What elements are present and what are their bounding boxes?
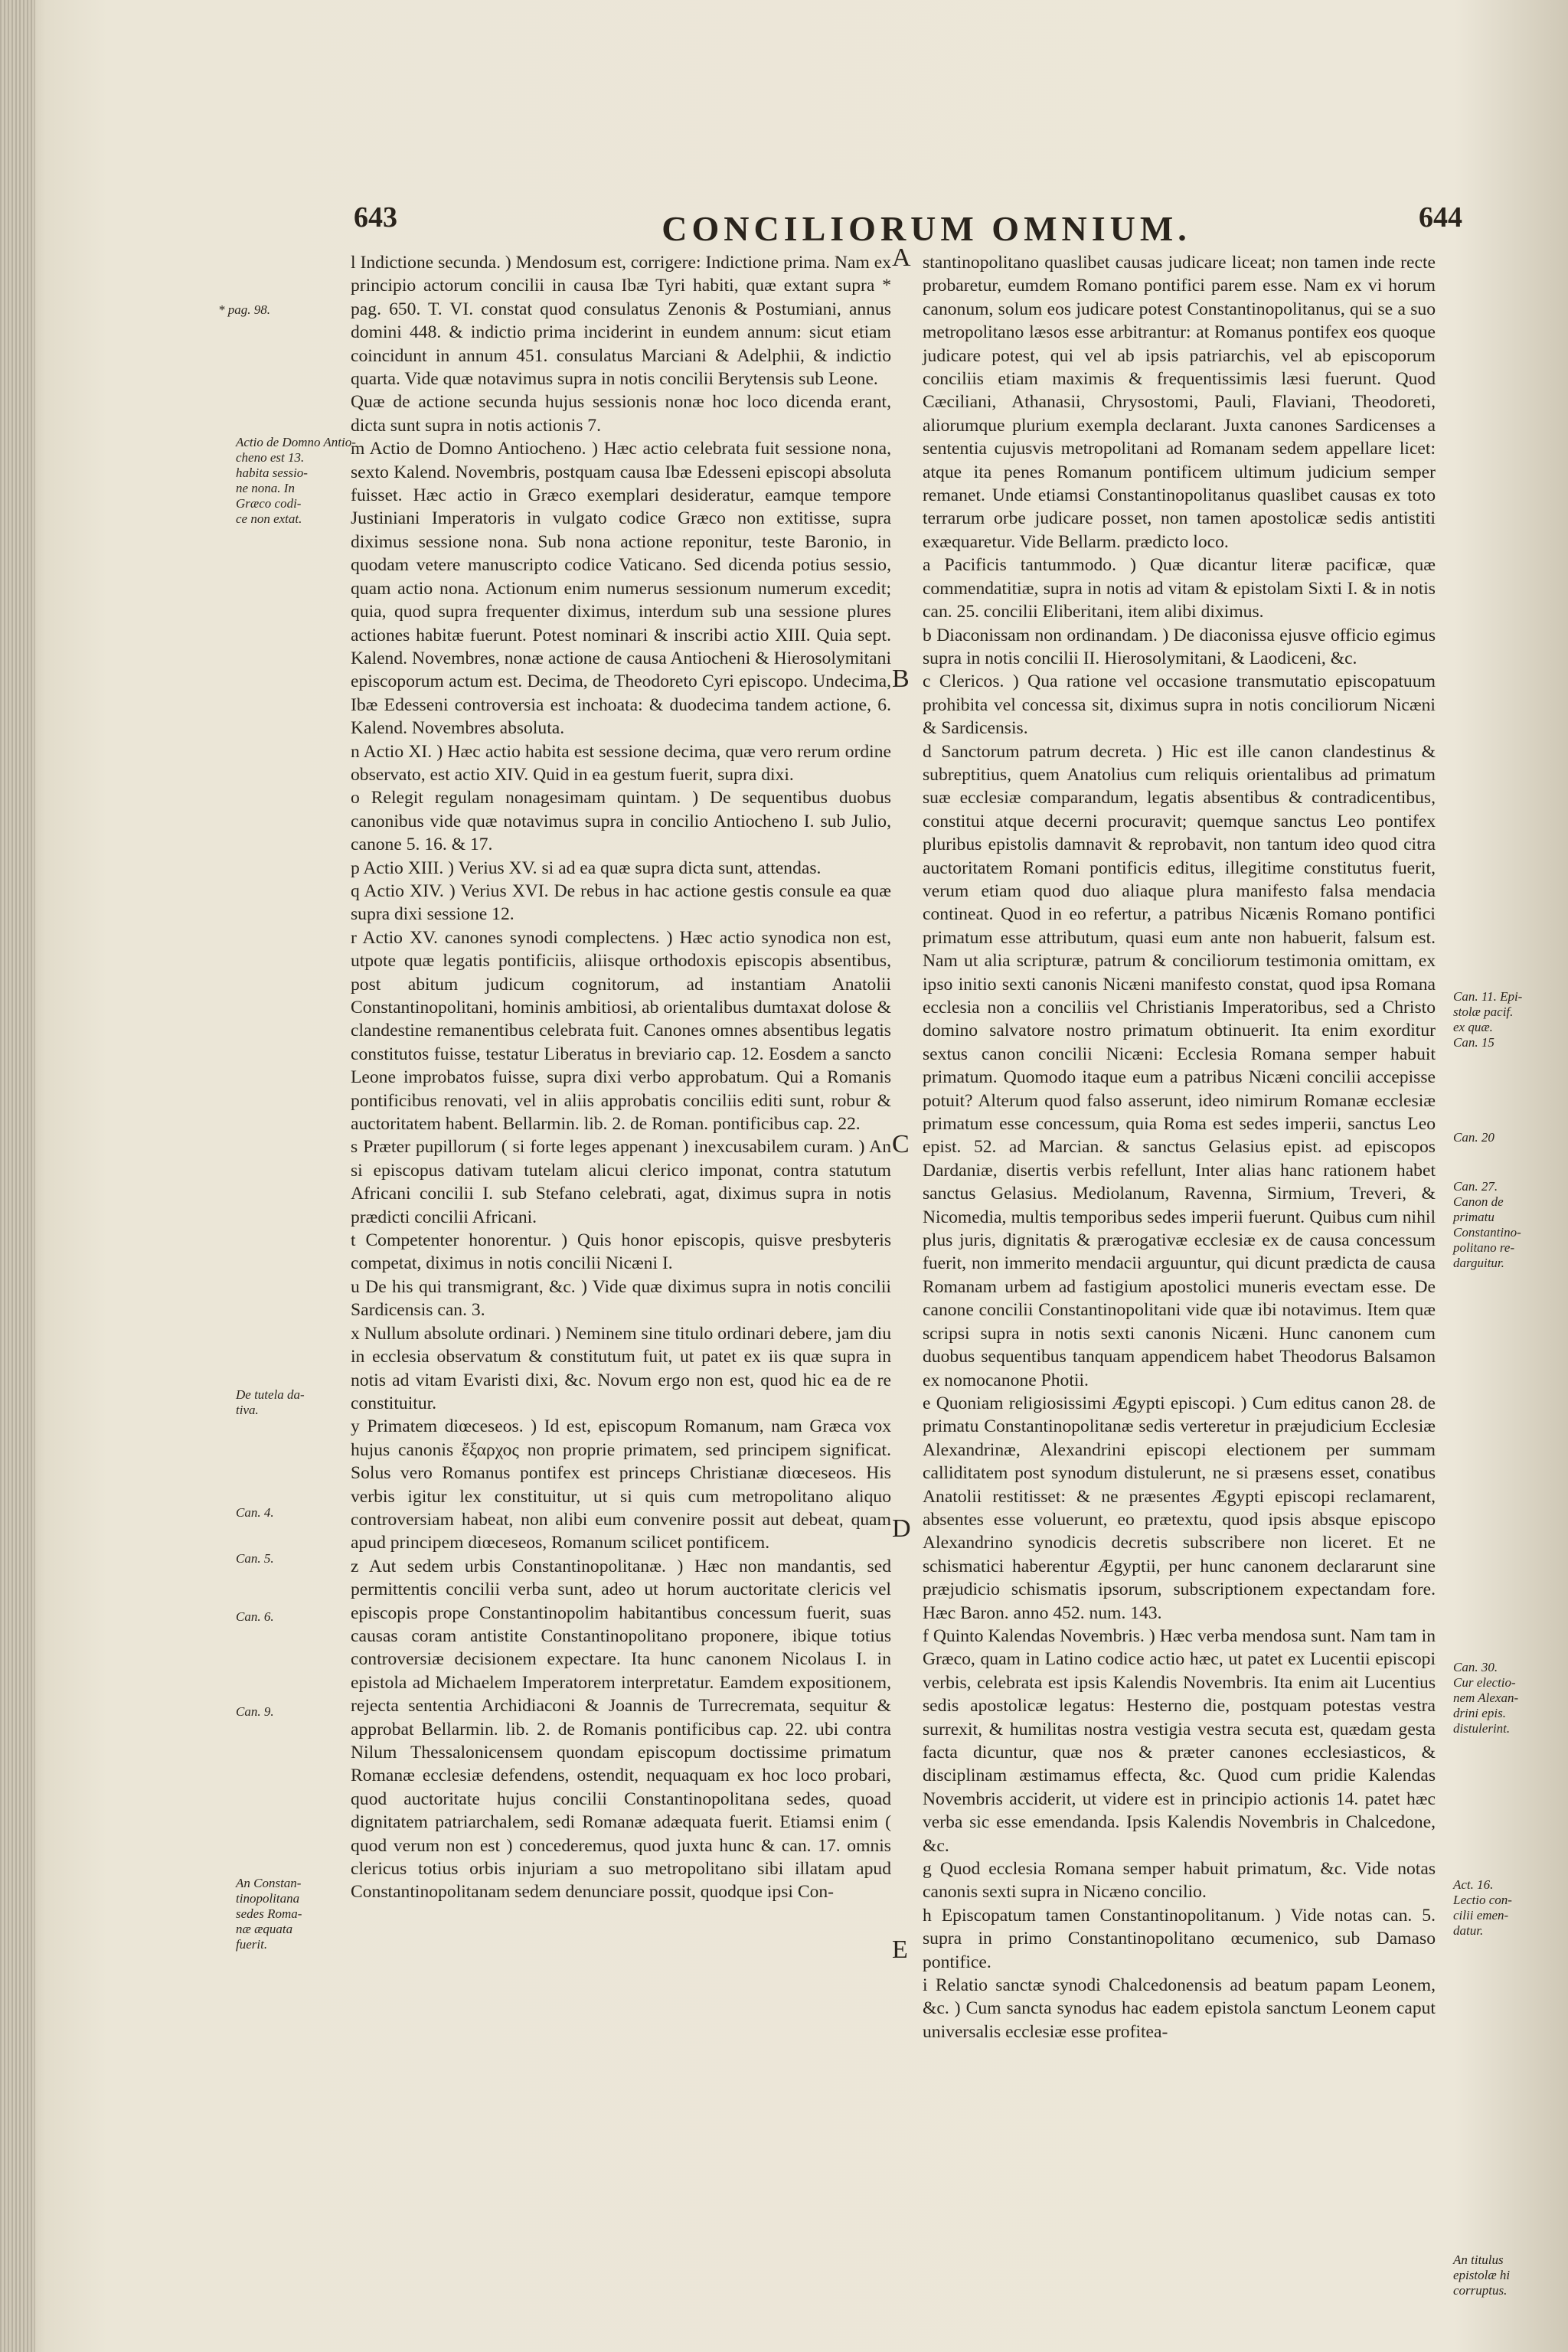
note-q: q Actio XIV. ) Verius XVI. De rebus in hac actione gestis consule ea quæ supra dixi sessione 12.: [351, 880, 891, 925]
right-text-column: [923, 251, 1436, 2043]
margin-note-pag: * pag. 98.: [218, 302, 270, 317]
note-u: u De his qui transmigrant, &c. ) Vide quæ diximus supra in notis concilii Sardicensis can. 3.: [351, 1276, 891, 1321]
section-letter-c: C: [892, 1130, 910, 1158]
note-z: z Aut sedem urbis Constantinopolitanæ. ) Hæc non mandantis, sed permittentis concilii verba sunt, adeo ut horum auctoritate clericis vel episcopis prope Constantinopolim habitantibus concessum fuerit, suas causas coram antistite Constantinopolitano proponere, ibique totius controversiæ decisionem expectare. Ita hunc canonem Nicolaus I. in epistola ad Michaelem Imperatorem interpretatur. Eamdem expositionem, rejecta sententia Archidiaconi & Joannis de Turrecremata, sequitur & approbat Bellarmin. lib. 2. de Romanis pontificibus cap. 22. ubi contra Nilum Thessalonicensem quondam episcopum doctissime primatum Romanæ ecclesiæ defendens, ostendit, nequaquam ex hoc loco probari, quod auctoritate hujus concilii Constantinopolitana sedes, quoad dignitatem patriarchalem, sedi Romanæ adæquata fuerit. Etiamsi enim ( quod verum non est ) concederemus, quod juxta hunc & can. 17. omnis clericus totius orbis injuriam a suo metropolitano sibi illatam apud Constantinopolitanam sedem denunciare possit, quodque ipsi Con-: [351, 1556, 891, 1903]
margin-note-actio: Actio de Domno Antio- cheno est 13. habita sessio- ne nona. In Græco codi- ce non extat.: [236, 435, 356, 526]
book-spine-edge: [0, 0, 35, 2352]
margin-note-can27: Can. 27. Canon de primatu Constantino- politano re- darguitur.: [1453, 1179, 1521, 1270]
note-f: f Quinto Kalendas Novembris. ) Hæc verba mendosa sunt. Nam tam in Græco, quam in Latino codice actio hæc, ut patet ex Lucentii episcopi verbis, celebrata est ipsis Kalendis Novembris. Ita enim ait Lucentius sedis apostolicæ legatus: Hesterno die, postquam potestas vestra surrexit, & humilitas nostra vestigia vestra secuta est, quædam gesta facta dicuntur, quæ nos & præter canones ecclesiasticos, & disciplinam æstimamus effecta, &c. Quod cum pridie Kalendas Novembris acciderit, ut videre est in principio actionis 14. patet hæc verba sic esse emendanda. Ipsis Kalendis Novembris in Chalcedone, &c.: [923, 1625, 1436, 1856]
margin-note-can6: Can. 6.: [236, 1609, 274, 1624]
note-m: m Actio de Domno Antiocheno. ) Hæc actio celebrata fuit sessione nona, sexto Kalend. Novembris, postquam causa Ibæ Edesseni episcopi absoluta fuisset. Hæc actio in Græco exemplari desideratur, eamque temporе Justiniani Imperatoris in vulgato codice Græco non extitisse, supra diximus sessione nona. Sub nona actione reponitur, teste Baronio, in quodam vetere manuscripto codice Vaticano. Sed dicenda potius sessio, quam actio nona. Actionum enim numerus sessionum numerum excedit; quia, quod supra frequenter diximus, interdum sub una sessione plures actiones habitæ fuerunt. Potest nominari & inscribi actio XIII. Quia sept. Kalend. Novembres, nonæ actione de causa Antiocheni & Hierosolymitani episcoporum actum est. Decima, de Theodoreto Cyri episcopo. Undecima, Ibæ Edesseni controversia est inchoata: & duodecima tandem actione, 6. Kalend. Novembres absoluta.: [351, 439, 891, 739]
note-o: o Relegit regulam nonagesimam quintam. ) De sequentibus duobus canonibus vide quæ notavimus supra in concilio Antiocheno I. sub Julio, canone 5. 16. & 17.: [351, 788, 891, 855]
margin-note-can4: Can. 4.: [236, 1505, 274, 1520]
section-letter-a: A: [892, 243, 911, 272]
note-x: x Nullum absolute ordinari. ) Neminem sine titulo ordinari debere, jam diu in ecclesia observatum & constitutum fuit, ut patet ex iis quæ supra in notis ad vitam Evaristi dixi, &c. Novum ergo non est, quod hic ea de re constituitur.: [351, 1323, 891, 1413]
section-letter-e: E: [892, 1936, 908, 1964]
note-a: a Pacificis tantummodo. ) Quæ dicantur literæ pacificæ, quæ commendatitiæ, supra in notis ad vitam & epistolam Sixti I. & in notis can. 25. concilii Eliberitani, item alibi diximus.: [923, 555, 1436, 622]
note-e: e Quoniam religiosissimi Ægypti episcopi. ) Cum editus canon 28. de primatu Constantinopolitanæ sedis verteretur in præjudicium Ecclesiæ Alexandrinæ, Alexandrini episcopi electionem per summam calliditatem post synodum distulerunt, ne si præsens esset, conatibus Anatolii restitisset: & ne præsentes Ægypti episcopi reclamarent, absentes esse voluerunt, eo prætextu, quod ipsis absque episcopo Alexandrino synodicis decretis subscribere non liceret. Et ne schismatici haberentur Ægyptii, per hunc canonem declararunt sine præjudicio schismatis ipsorum, subscriptionem expectandam fore. Hæc Baron. anno 452. num. 143.: [923, 1393, 1436, 1623]
margin-note-constantinopolitana: An Constan- tinopolitana sedes Roma- næ æquata fuerit.: [236, 1876, 302, 1952]
margin-note-act16: Act. 16. Lectio con- cilii emen- datur.: [1453, 1877, 1512, 1938]
note-l: l Indictione secunda. ) Mendosum est, corrigere: Indictione prima. Nam ex principio actorum concilii in causa Ibæ Tyri habiti, quæ extant supra * pag. 650. T. VI. constat quod consulatus Zenonis & Postumiani, annus domini 448. & indictio prima inciderint in eundem annum: sicut etiam coincidunt in annum 451. consulatus Marciani & Adelphii, & indictio quarta. Vide quæ notavimus supra in notis concilii Berytensis sub Leone.: [351, 253, 891, 390]
note-t: t Competenter honorentur. ) Quis honor episcopis, quisve presbyteris competat, diximus in notis concilii Nicæni I.: [351, 1230, 891, 1274]
margin-note-can30: Can. 30. Cur electio- nem Alexan- drini epis. distulerint.: [1453, 1660, 1519, 1736]
note-r: r Actio XV. canones synodi complectens. ) Hæc actio synodica non est, utpote quæ legatis pontificiis, aliisque orthodoxis episcopis absentibus, post abitum judicum cognitorum, ad instantiam Anatolii Constantinopolitani, hominis ambitiosi, ab orientalibus dumtaxat dolose & clandestine remanentibus celebrata fuit. Canones omnes absentibus legatis constitutos fuisse, testatur Liberatus in breviario cap. 12. Eosdem a sancto Leone improbatos fuisse, supra dixi verbo approbatum. Qui a Romanis pontificibus renovati, vel in aliis approbatis conciliis editi sunt, robur & auctoritatem habent. Bellarmin. lib. 2. de Roman. pontificibus cap. 22.: [351, 927, 891, 1135]
note-g: g Quod ecclesia Romana semper habuit primatum, &c. Vide notas canonis sexti supra in Nicæno concilio.: [923, 1859, 1436, 1903]
margin-note-can11: Can. 11. Epi- stolæ pacif. ex quæ. Can. 15: [1453, 989, 1523, 1050]
note-actio-secunda: Quæ de actione secunda hujus sessionis nonæ hoc loco dicenda erant, dicta sunt supra in notis actionis 7.: [351, 392, 891, 436]
note-c: c Clericos. ) Qua ratione vel occasione transmutatio episcopatuum prohibita vel concessa sit, diximus supra in notis conciliorum Nicæni & Sardicensis.: [923, 671, 1436, 739]
margin-note-can9: Can. 9.: [236, 1704, 274, 1719]
margin-note-can20: Can. 20: [1453, 1130, 1494, 1145]
section-letter-b: B: [892, 665, 910, 693]
note-n: n Actio XI. ) Hæc actio habita est sessione decima, quæ vero rerum ordine observato, est actio XIV. Quid in ea gestum fuerit, supra dixi.: [351, 741, 891, 785]
running-title: CONCILIORUM OMNIUM.: [662, 209, 1191, 248]
left-text-column: [351, 251, 891, 1904]
right-page-number: 644: [1419, 201, 1462, 234]
note-b: b Diaconissam non ordinandam. ) De diaconissa ejusve officio egimus supra in notis concilii II. Hierosolymitani, & Laodiceni, &c.: [923, 625, 1436, 668]
note-i: i Relatio sanctæ synodi Chalcedonensis ad beatum papam Leonem, &c. ) Cum sancta synodus hac eadem epistola sanctum Leonem caput universalis ecclesiæ esse profitea-: [923, 1975, 1436, 2042]
note-continuation: stantinopolitano quaslibet causas judicare liceat; non tamen inde recte probaretur, eumdem Romano pontifici parem esse. Nam ex vi horum canonum, solum eos judicare potest Constantinopolitanus, qui se a suo metropolitano læsos esse arbitrantur: at Romanus pontifex eos quoque judicare potest, qui vel ab ipsis patriarchis, vel ab episcoporum conciliis etiam maximis & frequentissimis læsi fuerunt. Quod Cæciliani, Athanasii, Chrysostomi, Pauli, Flaviani, Theodoreti, aliorumque plurium exempla declarant. Juxta canones Sardicenses a sententia cujusvis metropolitani ad Romanam sedem appellare licet: atque ita penes Romanum pontificem ultimum judicium semper remanet. Unde etiamsi Constantinopolitanus quaslibet causas ex toto terrarum orbe judicare posset, non tamen apostolicæ sedis antistiti exæquaretur. Vide Bellarm. prædicto loco.: [923, 253, 1436, 552]
left-page-number: 643: [354, 201, 397, 234]
margin-note-tutela: De tutela da- tiva.: [236, 1387, 305, 1417]
note-s: s Præter pupillorum ( si forte leges appenant ) inexcusabilem curam. ) An si episcopus dativam tutelam alicui clerico imponat, contra statutum Africani concilii I. sub Stefano celebrati, agat, diximus supra in notis prædicti concilii Africani.: [351, 1137, 891, 1227]
section-letter-d: D: [892, 1514, 911, 1543]
note-y: y Primatem diœceseos. ) Id est, episcopum Romanum, nam Græca vox hujus canonis ἔξαρχος non proprie primatem, sed principem significat. Solus vero Romanus pontifex est princeps Christianæ diœceseos. His verbis igitur lex constituitur, ut si quis cum metropolitano aliquo controversiam habeat, non alibi eum convenire possit aut debeat, quam apud principem diœceseos, Romanum scilicet pontificem.: [351, 1416, 891, 1553]
note-d: d Sanctorum patrum decreta. ) Hic est ille canon clandestinus & subreptitius, quem Anatolius cum reliquis orientalibus ad primatum suæ ecclesiæ comparandum, legatis absentibus & contradicentibus, constitui atque decerni procuravit; quemque sanctus Leo pontifex pluribus epistolis damnavit & reprobavit, non tantum ideo quod citra auctoritatem Romani pontificis editus, illegitime constitutus fuerit, verum etiam quod duo aliaque plura manifesto falsa mendacia contineat. Quod in eo refertur, a patribus Nicænis Romano pontifici primatum esse attributum, quasi eum ante non habuerit, falsum est. Nam ut alia scripturæ, patrum & conciliorum testimonia omittam, ex ipso initio sexti canonis Nicæni manifesto constat, quod ipsa Romana ecclesia non a conciliis vel Christianis Imperatoribus, sed a Christo domino salvatore nostro primatum obtinuerit. Ita enim exorditur sextus canon concilii Nicæni: Ecclesia Romana semper habuit primatum. Quomodo itaque eum a patribus Nicæni concilii accepisse potuit? Alterum quod falso asserunt, ideo nimirum Romanæ ecclesiæ primatum esse concessum, quia Roma est sedes imperii, sanctus Leo epist. 52. ad Marcian. & sanctus Gelasius epist. ad episcopos Dardaniæ, disertis verbis refellunt, Inter alias hanc rationem habet sanctus Gelasius. Mediolanum, Ravenna, Sirmium, Treveri, & Nicomedia, multis temporibus sedes imperii fuerunt. Quibus cum nihil plus juris, dignitatis & prærogativæ ecclesiæ ex de causa concessum fuerit, non immerito mendacii arguuntur, qui dicunt prædicta de causa Romanam urbem ad fastigium apostolici muneris evectam esse. De canone concilii Constantinopolitani vide quæ ibi notavimus. Item quæ scripsi supra in notis sexti canonis Nicæni. Hunc canonem cum duobus sequentibus tanquam appendicem habet Theodorus Balsamon ex nomocanone Photii.: [923, 741, 1436, 1390]
margin-note-can5: Can. 5.: [236, 1551, 274, 1566]
note-p: p Actio XIII. ) Verius XV. si ad ea quæ supra dicta sunt, attendas.: [351, 858, 822, 878]
margin-note-titulus: An titulus epistolæ hi corruptus.: [1453, 2252, 1511, 2298]
note-h: h Episcopatum tamen Constantinopolitanum. ) Vide notas can. 5. supra in primo Constantinopolitano œcumenico, sub Damaso pontifice.: [923, 1905, 1436, 1972]
